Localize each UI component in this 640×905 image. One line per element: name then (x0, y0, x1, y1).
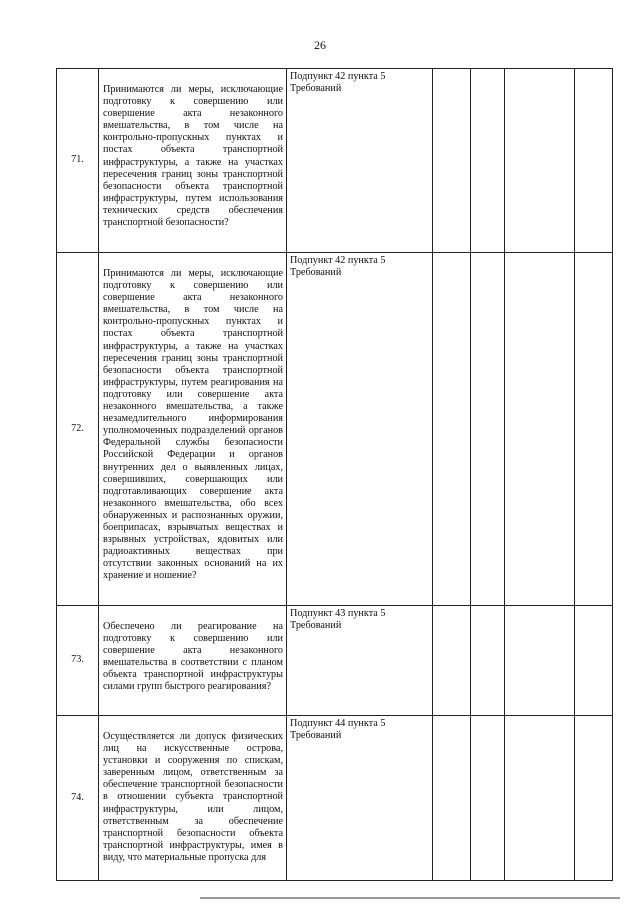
answer-no-cell[interactable] (471, 606, 505, 716)
answer-yes-cell[interactable] (433, 253, 471, 606)
answer-no-cell[interactable] (471, 716, 505, 881)
row-number: 73. (57, 606, 99, 716)
not-applicable-cell[interactable] (505, 253, 575, 606)
question-text: Принимаются ли меры, исключающие подготовку к совершению или совершение акта незаконного вмешательства, в том числе на контрольно-пропускных пунктах и постах объекта транспортной инфраструктуры, а также на участках пересечения границ зоны транспортной безопасности объекта транспортной инфраструктуры, путем реагирования на подготовку или совершение акта незаконного вмешательства, а также незамедлительного информирования уполномоченных подразделений органов Федеральной службы безопасности Российской Федерации и органов внутренних дел о выявленных лицах, совершивших, совершающих или подготавливающих совершение акта незаконного вмешательства, обо всех обнаруженных и распознанных оружии, боеприпасах, взрывчатых веществах и взрывных устройствах, ядовитых или радиоактивных веществах при отсутствии законных оснований на их хранение и ношение? (99, 253, 287, 606)
checklist-table (56, 68, 613, 881)
note-cell[interactable] (575, 716, 613, 881)
table-row (57, 716, 613, 881)
row-number: 72. (57, 253, 99, 606)
legal-reference: Подпункт 44 пункта 5 Требований (287, 716, 433, 881)
page-number: 26 (314, 38, 326, 52)
legal-reference: Подпункт 42 пункта 5 Требований (287, 253, 433, 606)
table-row (57, 606, 613, 716)
question-text: Осуществляется ли допуск физических лиц на искусственные острова, установки и сооружения по спискам, заверенным лицом, ответственным за обеспечение транспортной безопасности в отношении субъекта транспортной инфраструктуры, или лицом, ответственным за обеспечение транспортной безопасности объекта транспортной инфраструктуры, имея в виду, что материальные пропуска для (99, 716, 287, 881)
table-row (57, 69, 613, 253)
note-cell[interactable] (575, 69, 613, 253)
answer-no-cell[interactable] (471, 69, 505, 253)
question-text: Принимаются ли меры, исключающие подготовку к совершению или совершение акта незаконного вмешательства, в том числе на контрольно-пропускных пунктах и постах объекта транспортной инфраструктуры, а также на участках пересечения границ зоны транспортной безопасности объекта транспортной инфраструктуры, путем использования технических средств обеспечения транспортной безопасности? (99, 69, 287, 253)
not-applicable-cell[interactable] (505, 606, 575, 716)
legal-reference: Подпункт 43 пункта 5 Требований (287, 606, 433, 716)
answer-yes-cell[interactable] (433, 716, 471, 881)
note-cell[interactable] (575, 253, 613, 606)
note-cell[interactable] (575, 606, 613, 716)
answer-no-cell[interactable] (471, 253, 505, 606)
answer-yes-cell[interactable] (433, 606, 471, 716)
scan-edge-line (200, 897, 620, 899)
not-applicable-cell[interactable] (505, 716, 575, 881)
table-row (57, 253, 613, 606)
legal-reference: Подпункт 42 пункта 5 Требований (287, 69, 433, 253)
question-text: Обеспечено ли реагирование на подготовку к совершению или совершение акта незаконного вмешательства в соответствии с планом объекта транспортной инфраструктуры силами групп быстрого реагирования? (99, 606, 287, 716)
not-applicable-cell[interactable] (505, 69, 575, 253)
row-number: 71. (57, 69, 99, 253)
row-number: 74. (57, 716, 99, 881)
answer-yes-cell[interactable] (433, 69, 471, 253)
